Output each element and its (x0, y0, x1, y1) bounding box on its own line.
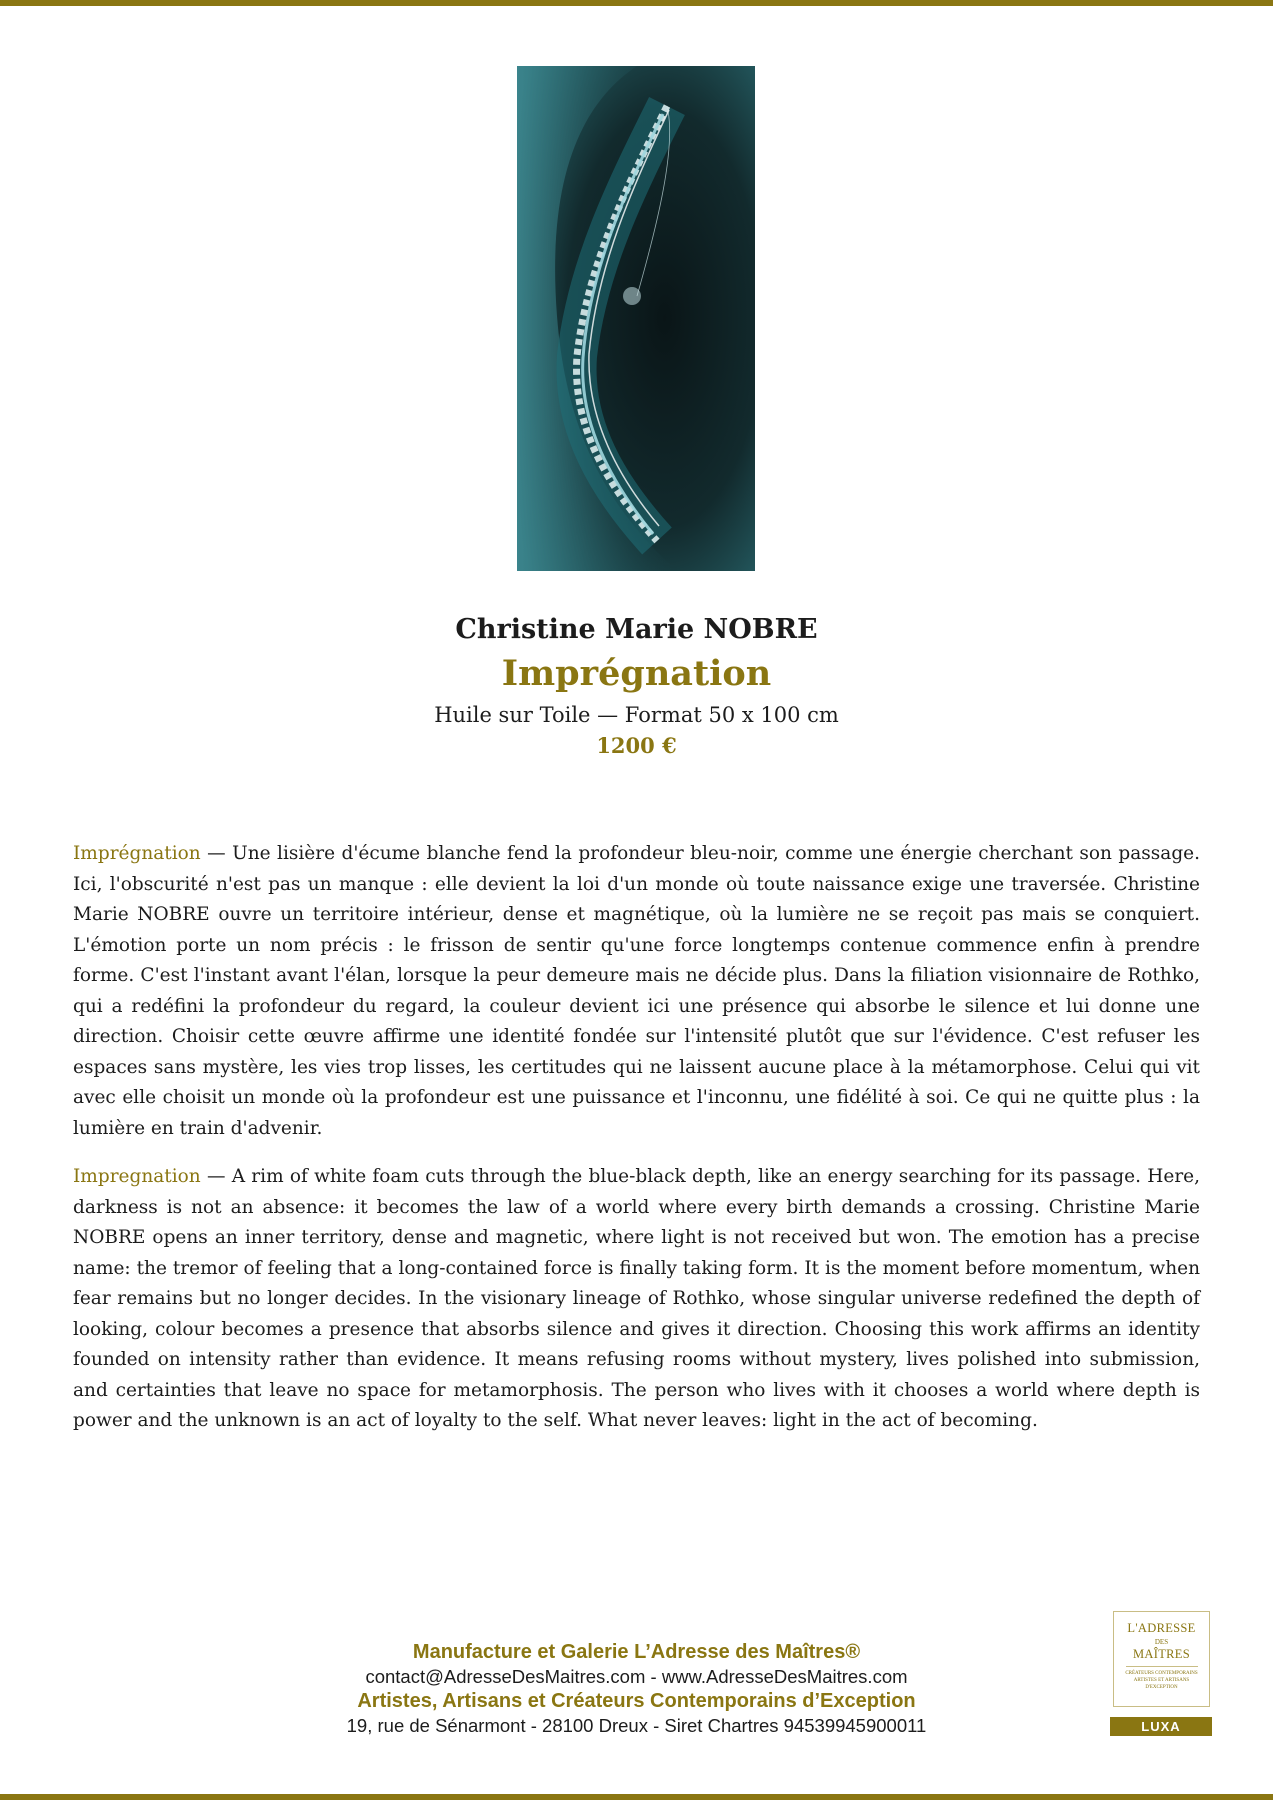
painting-artwork (517, 66, 755, 571)
artist-name: Christine Marie NOBRE (455, 614, 818, 645)
bottom-accent-bar (0, 1794, 1273, 1800)
logo-name-line2: DES (1154, 1638, 1169, 1646)
artwork-price: 1200 € (596, 733, 677, 758)
description-french (73, 839, 1200, 1144)
artwork-title: Imprégnation (501, 653, 772, 694)
gallery-tagline: Artistes, Artisans et Créateurs Contemporains d’Exception (357, 1690, 916, 1712)
painting-image (517, 66, 755, 571)
gallery-address: 19, rue de Sénarmont - 28100 Dreux - Siret Chartres 94539945900011 (346, 1715, 927, 1736)
description-french-lead: Imprégnation (73, 843, 201, 864)
top-accent-bar (0, 0, 1273, 6)
description-english (73, 1162, 1200, 1437)
gallery-name: Manufacture et Galerie L’Adresse des Maîtres® (412, 1641, 861, 1663)
artwork-medium: Huile sur Toile — Format 50 x 100 cm (434, 703, 839, 727)
logo-name-line3: MAÎTRES (1133, 1647, 1190, 1661)
description-french-text: — Une lisière d'écume blanche fend la profondeur bleu-noir, comme une énergie cherchant son passage. Ici, l'obscurité n'est pas un manque : elle devient la loi d'un monde où toute naissance exige une traversée. Christine Marie NOBRE ouvre un territoire intérieur, dense et magnétique, où la lumière ne se reçoit pas mais se conquiert. L'émotion porte un nom précis : le frisson de sentir qu'une force longtemps contenue commence enfin à prendre forme. C'est l'instant avant l'élan, lorsque la peur demeure mais ne décide plus. Dans la filiation visionnaire de Rothko, qui a redéfini la profondeur du regard, la couleur devient ici une présence qui absorbe le silence et lui donne une direction. Choisir cette œuvre affirme une identité fondée sur l'intensité plutôt que sur l'évidence. C'est refuser les espaces sans mystère, les vies trop lisses, les certitudes qui ne laissent aucune place à la métamorphose. Celui qui vit avec elle choisit un monde où la profondeur est une puissance et l'inconnu, une fidélité à soi. Ce qui ne quitte plus : la lumière en train d'advenir. (73, 843, 1200, 1139)
artwork-header (0, 612, 1273, 762)
logo-tagline: CRÉATEURS CONTEMPORAINS ARTISTES ET ARTISANS D'EXCEPTION (1125, 1671, 1198, 1690)
logo-name-line1: L'ADRESSE (1127, 1621, 1196, 1635)
luxa-badge: LUXA (1110, 1717, 1212, 1736)
gallery-contact: contact@AdresseDesMaitres.com - www.AdresseDesMaitres.com (365, 1666, 908, 1687)
description-english-text: — A rim of white foam cuts through the blue-black depth, like an energy searching for its passage. Here, darkness is not an absence: it becomes the law of a world where every birth demands a crossing. Christine Marie NOBRE opens an inner territory, dense and magnetic, where light is not received but won. The emotion has a precise name: the tremor of feeling that a long-contained force is finally taking form. It is the moment before momentum, when fear remains but no longer decides. In the visionary lineage of Rothko, whose singular universe redefined the depth of looking, colour becomes a presence that absorbs silence and gives it direction. Choosing this work affirms an identity founded on intensity rather than evidence. It means refusing rooms without mystery, lives polished into submission, and certainties that leave no space for metamorphosis. The person who lives with it chooses a world where depth is power and the unknown is an act of loyalty to the self. What never leaves: light in the act of becoming. (73, 1166, 1200, 1431)
description-english-lead: Impregnation (73, 1166, 201, 1187)
gallery-logo (1113, 1611, 1210, 1707)
artwork-description (73, 839, 1200, 1455)
logo-divider (1126, 1666, 1198, 1667)
gallery-footer (260, 1639, 1013, 1737)
